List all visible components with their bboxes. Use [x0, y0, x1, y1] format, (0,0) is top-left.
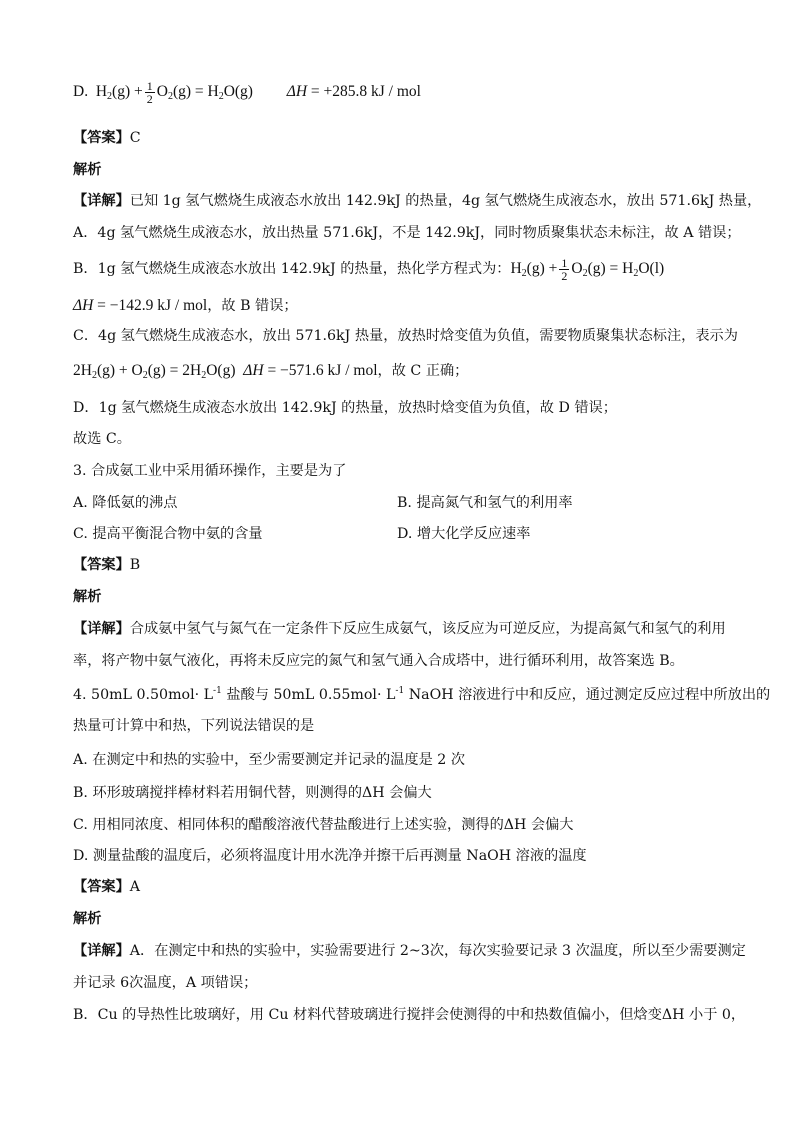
answer-tag: 【答案】: [73, 879, 130, 895]
fraction-one-half: [145, 80, 155, 105]
detail-line: B．Cu 的导热性比玻璃好，用 Cu 材料代替玻璃进行搅拌会使测得的中和热数值偏小，但焓变ΔH 小于 0，: [73, 1007, 746, 1023]
formula-part: O: [156, 83, 168, 101]
formula-part: H: [510, 260, 522, 278]
delta-h-value: = −142.9 kJ / mol: [97, 297, 208, 314]
answer-line-q3: [73, 557, 140, 574]
subscript: 2: [107, 91, 113, 103]
analysis-heading-q3: 解析: [73, 589, 102, 605]
subscript: 2: [167, 91, 173, 103]
detail-text: A．在测定中和热的实验中，实验需要进行 2~3次，每次实验要记录 3 次温度，所以至少需要测定: [129, 943, 746, 959]
formula-part: O(g): [223, 83, 253, 101]
detail-text: B．1g 氢气燃烧生成液态水放出 142.9kJ 的热量，热化学方程式为：: [73, 261, 511, 278]
detail-line: D．1g 氢气燃烧生成液态水放出 142.9kJ 的热量，放热时焓变值为负值，故 D 错误；: [73, 400, 617, 416]
detail-tag: 【详解】: [73, 943, 130, 959]
subscript: 2: [91, 370, 97, 381]
detail-text: 已知 1g 氢气燃烧生成液态水放出 142.9kJ 的热量，4g 氢气燃烧生成液态水，放出 571.6kJ 热量，: [129, 193, 762, 209]
delta-h: ΔH: [286, 83, 308, 101]
analysis-heading-q2: 解析: [73, 162, 102, 178]
subscript: 2: [142, 370, 148, 381]
fraction-one-half: [559, 257, 569, 282]
formula-part: (g) +: [112, 83, 143, 101]
answer-tag: 【答案】: [73, 557, 130, 573]
formula-part: 2H: [73, 362, 92, 379]
q3-option-d: D. 增大化学反应速率: [397, 526, 531, 542]
detail-tag: 【详解】: [73, 621, 130, 637]
question-4-stem: [73, 686, 770, 704]
formula-part: O(g): [206, 362, 236, 379]
denominator: 2: [561, 269, 568, 283]
q4-option-b: B. 环形玻璃搅拌棒材料若用铜代替，则测得的ΔH 会偏大: [73, 785, 432, 801]
detail-line-b: [73, 257, 664, 282]
stem-text: 4. 50mL 0.50mol· L: [73, 687, 214, 703]
answer-line-q2: [73, 130, 141, 147]
formula-part: O: [571, 260, 583, 278]
superscript: -1: [395, 686, 405, 696]
q3-option-b: B. 提高氮气和氢气的利用率: [397, 495, 573, 511]
subscript: 2: [201, 370, 207, 381]
answer-tag: 【答案】: [73, 130, 130, 146]
denominator: 2: [146, 92, 153, 106]
option-d-q2: [73, 80, 421, 105]
superscript: -1: [213, 686, 222, 696]
q4-option-c: C. 用相同浓度、相同体积的醋酸溶液代替盐酸进行上述实验，测得的ΔH 会偏大: [73, 817, 574, 833]
detail-text: 合成氨中氢气与氮气在一定条件下反应生成氨气，该反应为可逆反应，为提高氮气和氢气的利用: [129, 621, 726, 637]
detail-line: A．4g 氢气燃烧生成液态水，放出热量 571.6kJ，不是 142.9kJ，同时物质聚集状态未标注，故 A 错误；: [73, 225, 741, 241]
analysis-heading-q4: 解析: [73, 911, 102, 927]
question-4-stem-2: 热量可计算中和热，下列说法错误的是: [73, 718, 315, 734]
equation: [510, 256, 665, 283]
subscript: 2: [521, 268, 527, 280]
formula-part: (g) = H: [172, 83, 219, 101]
delta-h: ΔH: [243, 362, 264, 379]
delta-h-value: = −571.6 kJ / mol: [267, 362, 378, 379]
formula-part: (g) = 2H: [147, 362, 202, 379]
detail-line: [73, 297, 298, 316]
subscript: 2: [218, 91, 224, 103]
numerator: 1: [561, 256, 568, 270]
q4-option-a: A. 在测定中和热的实验中，至少需要测定并记录的温度是 2 次: [73, 752, 466, 768]
formula-part: H: [95, 83, 108, 101]
q3-option-a: A. 降低氨的沸点: [73, 495, 178, 511]
detail-line: C．4g 氢气燃烧生成液态水，放出 571.6kJ 热量，放热时焓变值为负值，需要物质聚集状态标注，表示为: [73, 328, 738, 344]
question-3-stem: 3. 合成氨工业中采用循环操作，主要是为了: [73, 463, 347, 479]
formula-part: (g) = H: [587, 260, 634, 278]
answer-value: A: [129, 879, 141, 895]
formula-part: (g) +: [526, 260, 558, 278]
delta-h: ΔH: [73, 297, 94, 314]
equation: [73, 297, 207, 314]
detail-line: 率，将产物中氨气液化，再将未反应完的氮气和氢气通入合成塔中，进行循环利用，故答案选 B。: [73, 653, 684, 669]
q3-option-c: C. 提高平衡混合物中氨的含量: [73, 526, 263, 542]
equation: [73, 362, 378, 379]
detail-line: [73, 193, 761, 210]
detail-text: ，故 C 正确；: [377, 363, 469, 379]
detail-text: ，故 B 错误；: [207, 298, 298, 314]
detail-tag: 【详解】: [73, 193, 130, 209]
detail-line: [73, 621, 726, 638]
detail-line: 并记录 6次温度，A 项错误；: [73, 975, 258, 991]
q4-option-d: D. 测量盐酸的温度后，必须将温度计用水洗净并擦干后再测量 NaOH 溶液的温度: [73, 848, 587, 864]
delta-h-value: = +285.8 kJ / mol: [310, 83, 421, 101]
answer-line-q4: [73, 879, 140, 896]
option-letter: D.: [73, 83, 89, 101]
subscript: 2: [633, 268, 639, 280]
stem-text: 盐酸与 50mL 0.55mol· L: [221, 687, 396, 703]
formula-part: (g) + O: [96, 362, 143, 379]
detail-line: [73, 943, 746, 960]
numerator: 1: [146, 79, 153, 93]
stem-text: NaOH 溶液进行中和反应，通过测定反应过程中所放出的: [404, 687, 771, 703]
subscript: 2: [582, 268, 588, 280]
formula-part: O(l): [638, 260, 665, 278]
answer-value: C: [129, 130, 141, 146]
detail-line: [73, 362, 468, 382]
answer-value: B: [129, 557, 141, 573]
conclusion-line: 故选 C。: [73, 431, 131, 447]
